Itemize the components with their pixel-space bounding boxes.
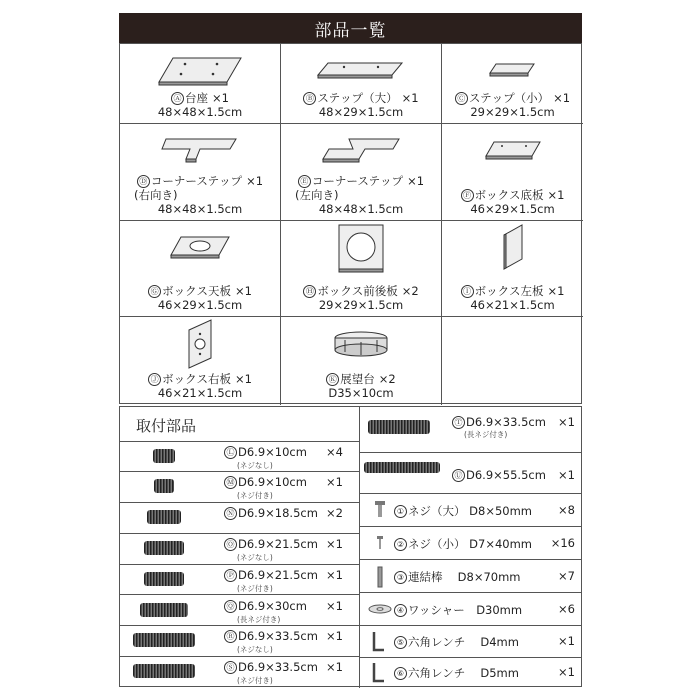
hardware-row bbox=[360, 626, 581, 658]
pole-drawing bbox=[133, 664, 195, 678]
hardware-title: 取付部品 bbox=[136, 417, 197, 435]
hardware-row bbox=[360, 453, 581, 494]
part-marker: Ⓓ bbox=[137, 175, 150, 188]
pole-drawing bbox=[133, 633, 195, 647]
hardware-size: ネジ（大） D8×50mm bbox=[408, 503, 533, 518]
panel-label bbox=[442, 284, 583, 312]
hardware-label bbox=[224, 445, 307, 459]
part-quantity: ×1 bbox=[234, 284, 252, 298]
hardware-size: D6.9×10cm bbox=[238, 474, 307, 489]
hardware-label bbox=[394, 536, 532, 552]
hardware-note: (ネジなし) bbox=[237, 645, 273, 655]
part-size: 46×29×1.5cm bbox=[470, 202, 555, 216]
hardware-size: ワッシャー D30mm bbox=[408, 602, 523, 617]
part-marker: Ⓝ bbox=[224, 507, 237, 520]
panel-cell bbox=[442, 317, 583, 405]
panel-label bbox=[281, 284, 441, 312]
hardware-size: D6.9×21.5cm bbox=[238, 567, 318, 582]
panel-cell bbox=[120, 44, 281, 124]
part-marker: Ⓐ bbox=[171, 92, 184, 105]
hardware-label bbox=[224, 506, 318, 520]
hardware-row bbox=[360, 407, 581, 453]
part-marker: Ⓗ bbox=[303, 285, 316, 298]
hardware-quantity: ×1 bbox=[326, 474, 343, 489]
hardware-quantity: ×1 bbox=[558, 415, 575, 429]
panel-cell bbox=[281, 44, 442, 124]
hardware-label bbox=[394, 665, 519, 681]
part-marker: Ⓛ bbox=[224, 446, 237, 459]
panel-cell bbox=[120, 317, 281, 405]
part-size: 48×48×1.5cm bbox=[157, 202, 243, 216]
hardware-quantity: ×16 bbox=[550, 535, 575, 550]
part-name: ボックス左板 bbox=[474, 284, 544, 298]
panel-label bbox=[120, 372, 280, 400]
hardware-label bbox=[452, 415, 546, 429]
corner-step-left-drawing bbox=[281, 128, 441, 176]
base-board-drawing bbox=[120, 48, 280, 96]
pole-drawing bbox=[360, 453, 450, 493]
hardware-row bbox=[360, 593, 581, 626]
pole-drawing bbox=[360, 407, 450, 452]
part-quantity: ×1 bbox=[407, 174, 425, 188]
part-name: 展望台 bbox=[340, 372, 375, 386]
part-name: ボックス天板 bbox=[162, 284, 231, 298]
hardware-quantity: ×8 bbox=[558, 502, 575, 517]
panel-cell bbox=[442, 124, 583, 221]
hardware-label bbox=[394, 503, 532, 519]
part-quantity: ×1 bbox=[547, 188, 565, 202]
part-name: 台座 bbox=[185, 91, 209, 105]
part-marker: Ⓕ bbox=[461, 189, 474, 202]
part-size: 48×48×1.5cm bbox=[318, 202, 404, 216]
part-marker: Ⓤ bbox=[452, 469, 465, 482]
part-size: 29×29×1.5cm bbox=[318, 298, 404, 312]
part-size: 48×48×1.5cm bbox=[157, 105, 243, 119]
hardware-row bbox=[360, 494, 581, 527]
hardware-size: D6.9×55.5cm bbox=[466, 468, 546, 482]
hardware-quantity: ×1 bbox=[326, 660, 343, 675]
part-marker: ⑥ bbox=[394, 667, 407, 680]
hardware-size: 六角レンチ D5mm bbox=[408, 665, 519, 680]
hardware-quantity: ×1 bbox=[326, 598, 343, 613]
part-marker: ④ bbox=[394, 604, 407, 617]
hardware-note: (ネジ付き) bbox=[237, 676, 273, 686]
part-marker: ⑤ bbox=[394, 636, 407, 649]
panel-cell bbox=[281, 221, 442, 317]
hardware-size: D6.9×33.5cm bbox=[466, 415, 546, 429]
hardware-label bbox=[224, 568, 318, 582]
part-quantity: ×1 bbox=[234, 372, 252, 386]
hardware-quantity: ×7 bbox=[558, 568, 575, 583]
part-quantity: ×2 bbox=[378, 372, 396, 386]
hardware-quantity: ×1 bbox=[558, 468, 575, 482]
hardware-size: 連結棒 D8×70mm bbox=[408, 569, 521, 584]
hardware-row bbox=[120, 503, 359, 534]
hardware-quantity: ×2 bbox=[326, 505, 343, 520]
panel-grid bbox=[119, 43, 582, 404]
part-note: (左向き) bbox=[295, 188, 339, 202]
hardware-label bbox=[224, 475, 307, 489]
panel-label bbox=[281, 174, 441, 216]
pole-drawing bbox=[153, 449, 175, 463]
part-marker: Ⓜ bbox=[224, 476, 237, 489]
hardware-label bbox=[394, 634, 519, 650]
panel-cell bbox=[281, 317, 442, 405]
hardware-size: D6.9×18.5cm bbox=[238, 505, 318, 520]
hardware-row bbox=[360, 658, 581, 687]
part-name: コーナーステップ bbox=[150, 174, 243, 188]
box-left-board-drawing bbox=[442, 225, 583, 273]
hardware-quantity: ×1 bbox=[326, 567, 343, 582]
hardware-label bbox=[224, 599, 307, 613]
corner-step-right-drawing bbox=[120, 128, 280, 176]
hardware-label bbox=[394, 569, 521, 585]
hardware-section bbox=[119, 406, 582, 687]
part-marker: Ⓠ bbox=[224, 600, 237, 613]
hardware-row bbox=[120, 441, 359, 472]
part-quantity: ×1 bbox=[246, 174, 264, 188]
hardware-row bbox=[360, 560, 581, 593]
hardware-label bbox=[224, 537, 318, 551]
part-quantity: ×1 bbox=[553, 91, 571, 105]
hardware-note: (ネジ付き) bbox=[237, 583, 273, 593]
pole-drawing bbox=[147, 510, 181, 524]
hardware-quantity: ×1 bbox=[326, 629, 343, 644]
panel-cell bbox=[442, 44, 583, 124]
panel-label bbox=[442, 91, 583, 119]
hardware-quantity: ×1 bbox=[558, 664, 575, 679]
hardware-size: D6.9×30cm bbox=[238, 598, 307, 613]
pole-drawing bbox=[144, 572, 184, 586]
part-size: 48×29×1.5cm bbox=[318, 105, 404, 119]
hardware-label bbox=[394, 602, 522, 618]
panel-cell bbox=[281, 124, 442, 221]
pole-drawing bbox=[154, 479, 174, 493]
hardware-quantity: ×6 bbox=[558, 601, 575, 616]
panel-cell bbox=[120, 221, 281, 317]
hardware-row bbox=[120, 565, 359, 596]
panel-label bbox=[281, 372, 441, 400]
lookout-platform-drawing bbox=[281, 321, 441, 369]
hardware-row bbox=[120, 596, 359, 627]
hardware-note: (長ネジ付き) bbox=[464, 430, 508, 439]
step-large-drawing bbox=[281, 48, 441, 96]
part-marker: ① bbox=[394, 505, 407, 518]
page-title-bar bbox=[119, 13, 582, 43]
part-quantity: ×2 bbox=[401, 284, 419, 298]
part-note: (右向き) bbox=[134, 188, 178, 202]
hardware-note: (ネジ付き) bbox=[237, 490, 273, 500]
box-top-board-drawing bbox=[120, 225, 280, 273]
part-size: 46×29×1.5cm bbox=[157, 298, 243, 312]
part-marker: ③ bbox=[394, 571, 407, 584]
part-marker: Ⓘ bbox=[461, 285, 474, 298]
part-marker: Ⓖ bbox=[148, 285, 161, 298]
panel-cell bbox=[442, 221, 583, 317]
hardware-size: D6.9×33.5cm bbox=[238, 660, 318, 675]
part-quantity: ×1 bbox=[401, 91, 419, 105]
pole-drawing bbox=[140, 603, 188, 617]
hardware-label bbox=[452, 468, 546, 482]
hardware-row bbox=[120, 626, 359, 657]
hardware-quantity: ×1 bbox=[326, 536, 343, 551]
hardware-label bbox=[224, 629, 318, 643]
step-small-drawing bbox=[442, 48, 583, 96]
panel-cell bbox=[120, 124, 281, 221]
panel-label bbox=[120, 284, 280, 312]
hardware-quantity: ×4 bbox=[326, 445, 343, 459]
hardware-note: (長ネジ付き) bbox=[237, 614, 281, 624]
panel-label bbox=[120, 91, 280, 119]
part-name: コーナーステップ bbox=[311, 174, 404, 188]
part-marker: Ⓔ bbox=[298, 175, 311, 188]
panel-label bbox=[281, 91, 441, 119]
part-size: D35×10cm bbox=[328, 386, 394, 400]
part-marker: Ⓒ bbox=[455, 92, 468, 105]
part-name: ステップ（小） bbox=[468, 91, 550, 105]
part-marker: Ⓑ bbox=[303, 92, 316, 105]
part-size: 29×29×1.5cm bbox=[470, 105, 555, 119]
hardware-label bbox=[224, 660, 318, 674]
part-marker: ② bbox=[394, 538, 407, 551]
box-bottom-board-drawing bbox=[442, 128, 583, 176]
pole-drawing bbox=[144, 541, 184, 555]
hardware-note: (ネジなし) bbox=[237, 461, 273, 470]
part-size: 46×21×1.5cm bbox=[157, 386, 243, 400]
hardware-size: ネジ（小） D7×40mm bbox=[408, 536, 533, 551]
part-name: ステップ（大） bbox=[317, 91, 398, 105]
hardware-size: D6.9×33.5cm bbox=[238, 629, 318, 644]
part-name: ボックス前後板 bbox=[317, 284, 398, 298]
part-name: ボックス右板 bbox=[162, 372, 231, 386]
part-quantity: ×1 bbox=[547, 284, 565, 298]
part-quantity: ×1 bbox=[212, 91, 229, 105]
page-title: 部品一覧 bbox=[314, 20, 387, 41]
hardware-row bbox=[120, 472, 359, 503]
part-size: 46×21×1.5cm bbox=[470, 298, 555, 312]
part-marker: Ⓣ bbox=[452, 416, 465, 429]
hardware-size: D6.9×21.5cm bbox=[238, 536, 318, 551]
hardware-size: D6.9×10cm bbox=[238, 445, 307, 459]
part-marker: Ⓚ bbox=[326, 373, 339, 386]
box-right-board-drawing bbox=[120, 321, 280, 369]
part-marker: Ⓢ bbox=[224, 661, 237, 674]
part-marker: Ⓙ bbox=[148, 373, 161, 386]
hardware-row bbox=[360, 527, 581, 560]
part-name: ボックス底板 bbox=[474, 188, 544, 202]
hardware-note: (ネジなし) bbox=[237, 552, 273, 562]
hardware-row bbox=[120, 657, 359, 688]
part-marker: Ⓡ bbox=[224, 630, 237, 643]
panel-label bbox=[120, 174, 280, 216]
box-front-back-board-drawing bbox=[281, 225, 441, 273]
hardware-quantity: ×1 bbox=[558, 634, 575, 648]
part-marker: Ⓟ bbox=[224, 569, 237, 582]
hardware-row bbox=[120, 534, 359, 565]
part-marker: Ⓞ bbox=[224, 538, 237, 551]
panel-label bbox=[442, 188, 583, 216]
hardware-size: 六角レンチ D4mm bbox=[408, 635, 519, 649]
